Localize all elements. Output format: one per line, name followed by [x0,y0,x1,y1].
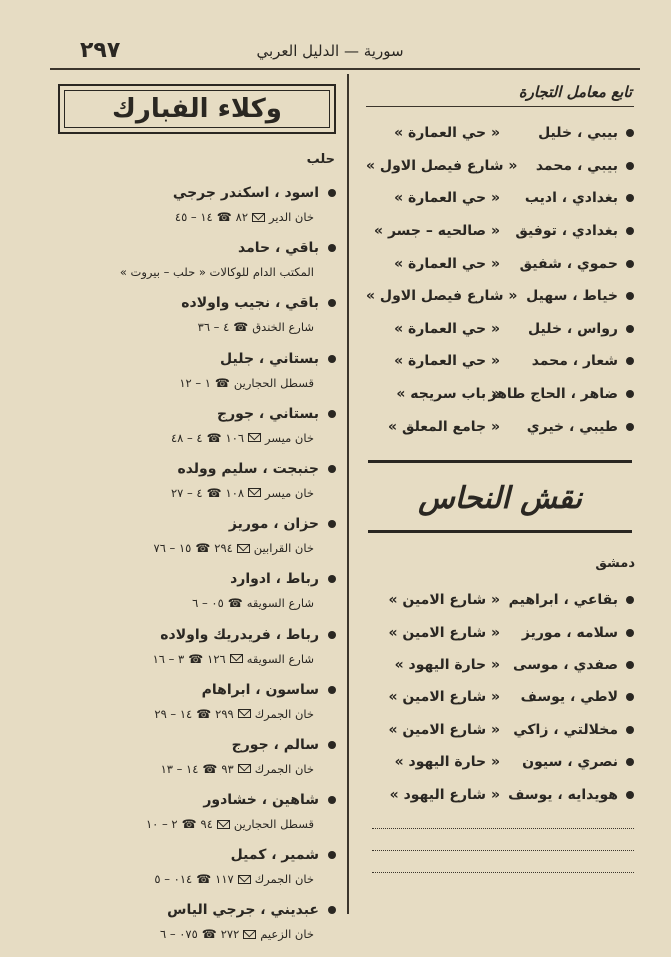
dotted-rule [372,872,634,873]
entry-name: مخلالتي ، زاكي [513,721,618,738]
phone-number: ٤ – ٢٧ [170,485,203,500]
bullet-icon [328,465,336,473]
entry-name: بيبي ، خليل [538,125,618,142]
agent-name: ساسون ، ابراهام [201,681,319,698]
phone-number: ١٥ – ٧٦ [153,541,192,556]
agent-address: خان الزعيم [260,927,314,942]
envelope-icon [238,709,251,718]
section-rule [368,460,632,463]
phone-number: ٠٥ – ٦ [192,596,224,611]
entry-name: لاطي ، يوسف [520,689,618,706]
list-item [366,345,634,378]
list-item [366,378,634,411]
entry-place: « باب سريجه » [396,386,500,403]
phone-icon: ☎ [233,320,249,335]
bullet-icon [328,244,336,252]
bullet-icon [626,162,634,170]
agent-address: خان الجمرك [254,761,314,776]
bullet-icon [626,596,634,604]
phone-icon: ☎ [196,872,212,887]
bullet-icon [626,693,634,701]
bullet-icon [328,355,336,363]
list-item [366,150,634,183]
bullet-icon [626,758,634,766]
bullet-icon [328,520,336,528]
list-item [366,182,634,215]
entry-name: حموي ، شفيق [519,255,618,272]
bullet-icon [626,129,634,137]
agent-address: خان ميسر [265,430,314,445]
caption-rule [366,106,634,107]
running-title: سورية — الدليل العربي [256,42,404,60]
list-item [366,616,634,648]
list-item [60,842,336,897]
entry-name: بقاعي ، ابراهيم [508,592,618,609]
phone-number: ٢ – ١٠ [145,817,178,832]
agent-address: شارع السويقه [246,651,314,666]
envelope-icon [237,544,250,553]
envelope-icon [252,213,265,222]
trade-list [366,117,634,443]
list-item [60,566,336,621]
entry-place: « حي العمارة » [394,190,500,207]
bullet-icon [328,906,336,914]
entry-name: رواس ، خليل [528,320,618,337]
entry-place: « حي العمارة » [394,125,500,142]
entry-place: « حارة اليهود » [394,656,500,673]
agent-name: جنبجت ، سليم وولده [177,460,319,477]
agent-name: باقي ، حامد [237,240,319,257]
entry-name: بغدادي ، توفيق [515,223,618,240]
list-item [366,280,634,313]
list-item [60,897,336,952]
list-item [60,401,336,456]
bullet-icon [626,791,634,799]
entry-place: « حارة اليهود » [394,754,500,771]
section-caption: تابع معامل التجارة [518,83,632,101]
copper-list [366,584,634,811]
envelope-icon [248,488,261,497]
phone-icon: ☎ [201,927,217,942]
agent-name: سالم ، جورج [231,736,319,753]
entry-name: خياط ، سهيل [526,288,618,305]
phone-number: ٤ – ٣٦ [197,320,230,335]
entry-name: طيبي ، خيري [526,418,618,435]
list-item [366,649,634,681]
phone-number: ٣ – ١٦ [152,651,185,666]
agent-name: رباط ، فريدريك واولاده [160,626,319,643]
agent-address: شارع السويقه [246,596,314,611]
po-box: ١١٧ [215,872,234,887]
bullet-icon [328,851,336,859]
bullet-icon [328,299,336,307]
copper-engraving-section [366,584,634,811]
entry-place: « شارع فيصل الاول » [366,288,518,305]
list-item [366,714,634,746]
column-divider [347,74,349,914]
bullet-icon [328,575,336,583]
agent-address: شارع الخندق [252,320,314,335]
bullet-icon [626,357,634,365]
bullet-icon [328,189,336,197]
po-box: ١٢٦ [207,651,226,666]
list-item [366,778,634,810]
entry-place: « حي العمارة » [394,320,500,337]
entry-name: ضاهر ، الحاج طاهر [488,386,618,403]
po-box: ١٠٦ [225,430,245,445]
entry-place: « شارع الامين » [388,624,500,641]
bullet-icon [328,631,336,639]
agent-name: عبديني ، جرجي الياس [167,902,319,919]
bullet-icon [626,260,634,268]
bullet-icon [626,726,634,734]
list-item [366,247,634,280]
entry-name: نصري ، سيون [522,754,618,771]
entry-place: « شارع الامين » [388,721,500,738]
agents-list [60,180,336,953]
list-item [60,732,336,787]
agent-name: باقي ، نجيب واولاده [181,295,319,312]
list-item [60,511,336,566]
entry-place: « صالحيه – جسر » [374,223,500,240]
entry-name: بيبي ، محمد [535,157,618,174]
phone-icon: ☎ [202,761,218,776]
entry-name: شعار ، محمد [531,353,618,370]
envelope-icon [217,820,230,829]
po-box: ١٠٨ [225,485,245,500]
entry-place: « شارع اليهود » [389,786,500,803]
phone-icon: ☎ [196,706,212,721]
envelope-icon [230,654,243,663]
list-item [366,215,634,248]
bullet-icon [626,325,634,333]
list-item [60,787,336,842]
bullet-icon [626,292,634,300]
list-item [366,313,634,346]
bullet-icon [626,661,634,669]
po-box: ٨٢ [235,210,248,224]
agent-address: خان الجمرك [254,706,314,721]
list-item [60,622,336,677]
entry-place: « شارع فيصل الاول » [366,157,518,174]
section-title-box [58,84,336,134]
list-item [366,681,634,713]
po-box: ٢٧٢ [220,927,240,942]
phone-number: ٠٧٥ – ٦ [159,927,198,942]
bullet-icon [328,686,336,694]
agent-address: خان القرابين [253,541,314,556]
agent-name: رباط ، ادوارد [230,571,319,588]
phone-icon: ☎ [227,596,243,611]
phone-number: ١٤ – ١٣ [160,761,199,776]
agent-address: قسطل الحجارين [233,375,314,390]
agent-address: خان الجمرك [254,872,314,887]
entry-name: سلامه ، موريز [521,624,618,641]
agent-address: قسطل الحجارين [233,817,314,832]
bullet-icon [626,423,634,431]
po-box: ٢٩٩ [215,706,234,721]
header-rule [50,68,640,70]
bullet-icon [328,741,336,749]
entry-place: « شارع الامين » [388,592,500,609]
agent-name: شاهين ، خشادور [203,792,319,809]
right-column [366,80,634,443]
phone-icon: ☎ [214,375,230,390]
agent-address: خان ميسر [265,485,314,500]
envelope-icon [248,433,261,442]
list-item [60,456,336,511]
bullet-icon [626,194,634,202]
bullet-icon [626,390,634,398]
page-number: ٢٩٧ [80,38,121,63]
dotted-rule [372,850,634,851]
city-heading: دمشق [595,556,635,571]
agent-name: بستاني ، جليل [220,350,319,367]
list-item [60,346,336,401]
po-box: ٩٤ [200,817,213,832]
dotted-rule [372,828,634,829]
phone-number: ٤ – ٤٨ [170,430,203,445]
entry-name: صفدي ، موسى [513,656,618,673]
agent-name: حزان ، موريز [228,516,319,533]
list-item [366,746,634,778]
agent-address: خان الدير [269,210,314,224]
phone-number: ١٤ – ٢٩ [154,706,193,721]
phone-icon: ☎ [195,541,211,556]
list-item [366,410,634,443]
envelope-icon [238,875,251,884]
list-item [60,235,336,290]
agent-address: المكتب الدام للوكالات « حلب – بيروت » [119,265,314,280]
phone-icon: ☎ [216,210,232,224]
agent-name: شمير ، كميل [230,847,319,864]
bullet-icon [328,796,336,804]
entry-place: « جامع المعلق » [388,418,500,435]
entry-name: بغدادي ، اديب [524,190,618,207]
entry-place: « حي العمارة » [394,255,500,272]
phone-icon: ☎ [206,430,222,445]
list-item [60,677,336,732]
section-title: وكلاء الفبارك [112,94,282,124]
bullet-icon [626,227,634,235]
list-item [366,117,634,150]
city-heading: حلب [306,152,335,167]
entry-place: « شارع الامين » [388,689,500,706]
envelope-icon [238,764,251,773]
list-item [366,584,634,616]
list-item [60,290,336,345]
po-box: ٩٣ [221,761,234,776]
agent-name: بستاني ، جورج [217,405,319,422]
phone-number: ١٤ – ٤٥ [174,210,213,224]
phone-icon: ☎ [206,485,222,500]
bullet-icon [328,410,336,418]
phone-number: ٠١٤ – ٥ [154,872,193,887]
entry-place: « حي العمارة » [394,353,500,370]
section-title: نقش النحاس [418,481,582,516]
phone-icon: ☎ [181,817,197,832]
section-rule [368,530,632,533]
bullet-icon [626,629,634,637]
phone-icon: ☎ [188,651,204,666]
agent-name: اسود ، اسكندر جرجي [172,185,319,201]
po-box: ٢٩٤ [214,541,233,556]
envelope-icon [243,930,256,939]
phone-number: ١ – ١٢ [179,375,211,390]
list-item [60,180,336,235]
entry-name: هويدايه ، يوسف [508,786,618,803]
